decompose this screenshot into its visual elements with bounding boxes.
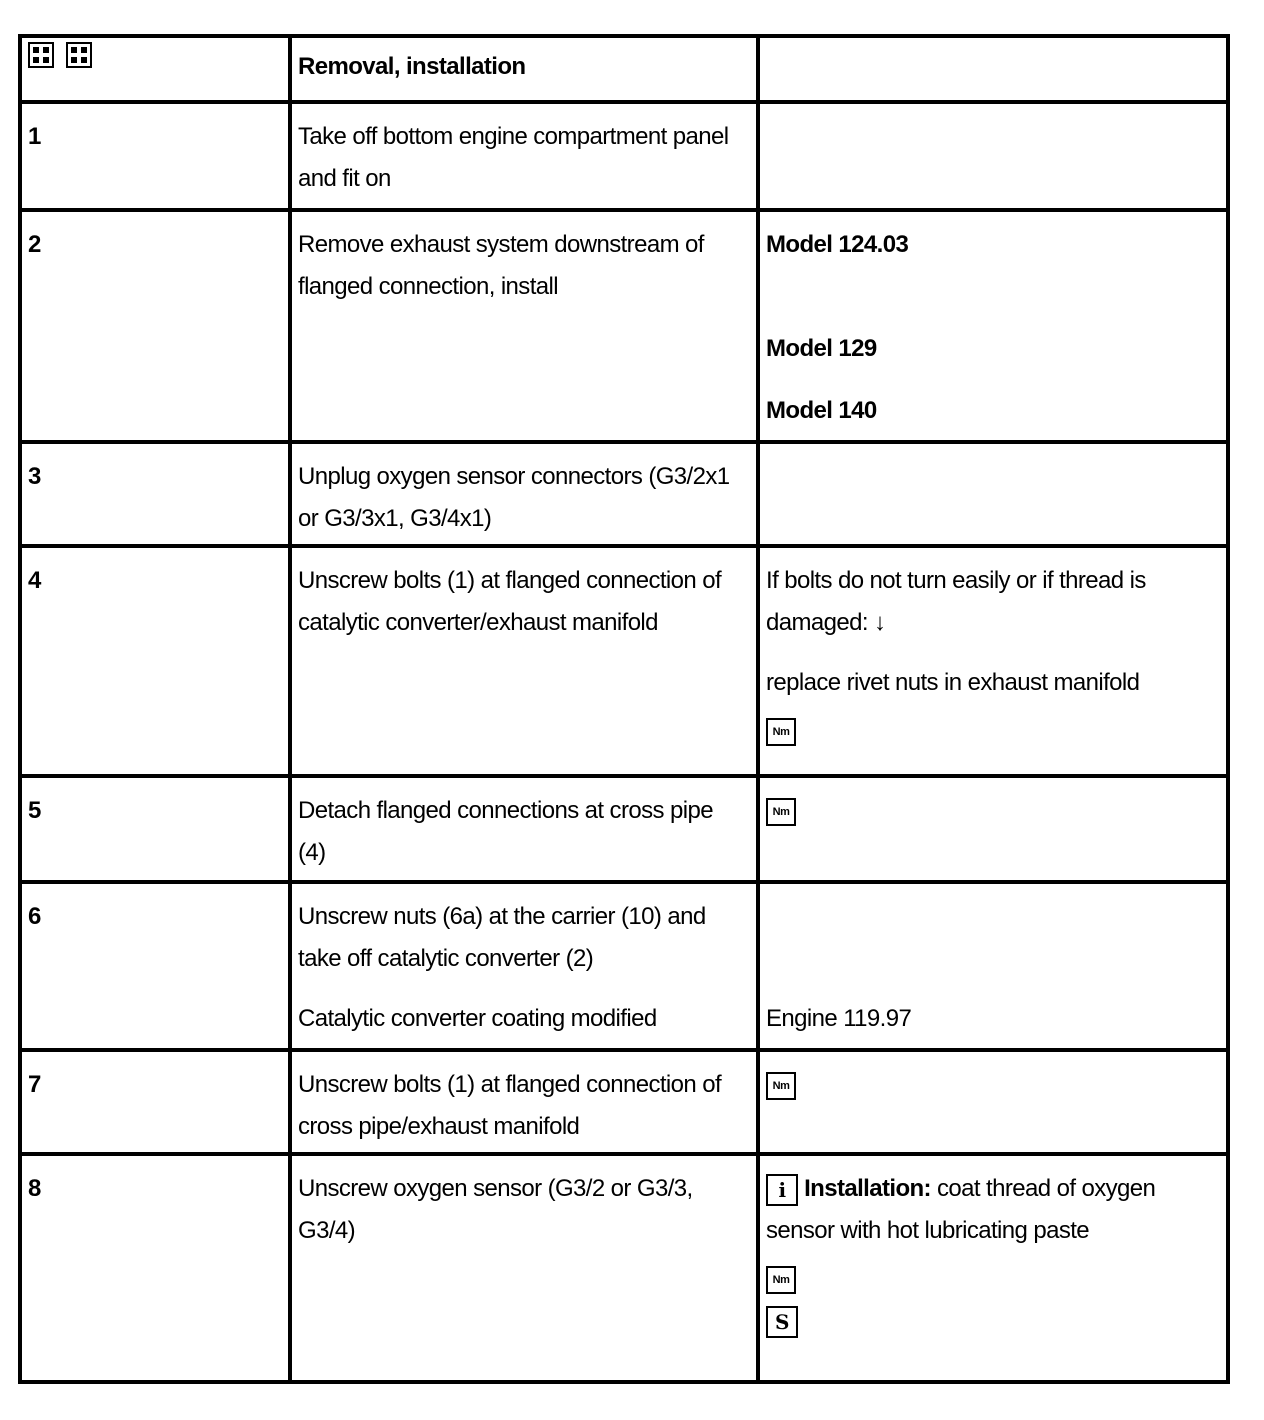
special-tool-icon: S: [766, 1306, 798, 1338]
step-note: [758, 102, 1228, 210]
table-title: Removal, installation: [290, 36, 758, 102]
model-label: Model 140: [766, 397, 877, 424]
table-row: [20, 1050, 1228, 1154]
table-row: [20, 1154, 1228, 1382]
step-operation: Unplug oxygen sensor connectors (G3/2x1 or G3/3x1, G3/4x1): [290, 442, 758, 546]
table-row: [20, 442, 1228, 546]
step-note: [758, 776, 1228, 882]
step-operation: Take off bottom engine compartment panel and fit on: [290, 102, 758, 210]
step-note: [758, 882, 1228, 1050]
step-note: [758, 1050, 1228, 1154]
table-row: [20, 882, 1228, 1050]
step-number: 2: [20, 210, 290, 442]
torque-nm-icon: Nm: [766, 1072, 796, 1100]
torque-nm-icon: Nm: [766, 718, 796, 746]
step-note: [758, 210, 1228, 442]
step-number: 8: [20, 1154, 290, 1382]
step-operation: Detach flanged connections at cross pipe (4): [290, 776, 758, 882]
step-operation: Remove exhaust system downstream of flanged connection, install: [290, 210, 758, 442]
step-operation: Unscrew bolts (1) at flanged connection of catalytic converter/exhaust manifold: [290, 546, 758, 776]
step-operation: Unscrew bolts (1) at flanged connection of cross pipe/exhaust manifold: [290, 1050, 758, 1154]
table-row: [20, 546, 1228, 776]
step-note: If bolts do not turn easily or if thread is damaged: ↓ replace rivet nuts in exhaust manifold Nm: [758, 546, 1228, 776]
torque-nm-icon: Nm: [766, 1266, 796, 1294]
header-icons-cell: [20, 36, 290, 102]
table-row: [20, 776, 1228, 882]
step-number: 6: [20, 882, 290, 1050]
table-header-row: [20, 36, 1228, 102]
installation-arrows-icon: [66, 42, 92, 68]
step-number: 3: [20, 442, 290, 546]
step-number: 7: [20, 1050, 290, 1154]
step-number: 5: [20, 776, 290, 882]
step-operation: Unscrew nuts (6a) at the carrier (10) and take off catalytic converter (2) Catalytic converter coating modified: [290, 882, 758, 1050]
model-label: Model 124.03: [766, 231, 909, 258]
step-number: 4: [20, 546, 290, 776]
table-row: [20, 102, 1228, 210]
info-icon: i: [766, 1174, 798, 1206]
step-number: 1: [20, 102, 290, 210]
step-note: i Installation: coat thread of oxygen sensor with hot lubricating paste Nm S: [758, 1154, 1228, 1382]
model-label: Model 129: [766, 335, 877, 362]
installation-label: Installation:: [804, 1175, 931, 1202]
procedure-table: [18, 34, 1230, 1384]
torque-nm-icon: Nm: [766, 798, 796, 826]
engine-label: Engine 119.97: [766, 1005, 912, 1032]
table-row: [20, 210, 1228, 442]
header-empty-cell: [758, 36, 1228, 102]
step-note: [758, 442, 1228, 546]
removal-arrows-icon: [28, 42, 54, 68]
step-operation: Unscrew oxygen sensor (G3/2 or G3/3, G3/4): [290, 1154, 758, 1382]
